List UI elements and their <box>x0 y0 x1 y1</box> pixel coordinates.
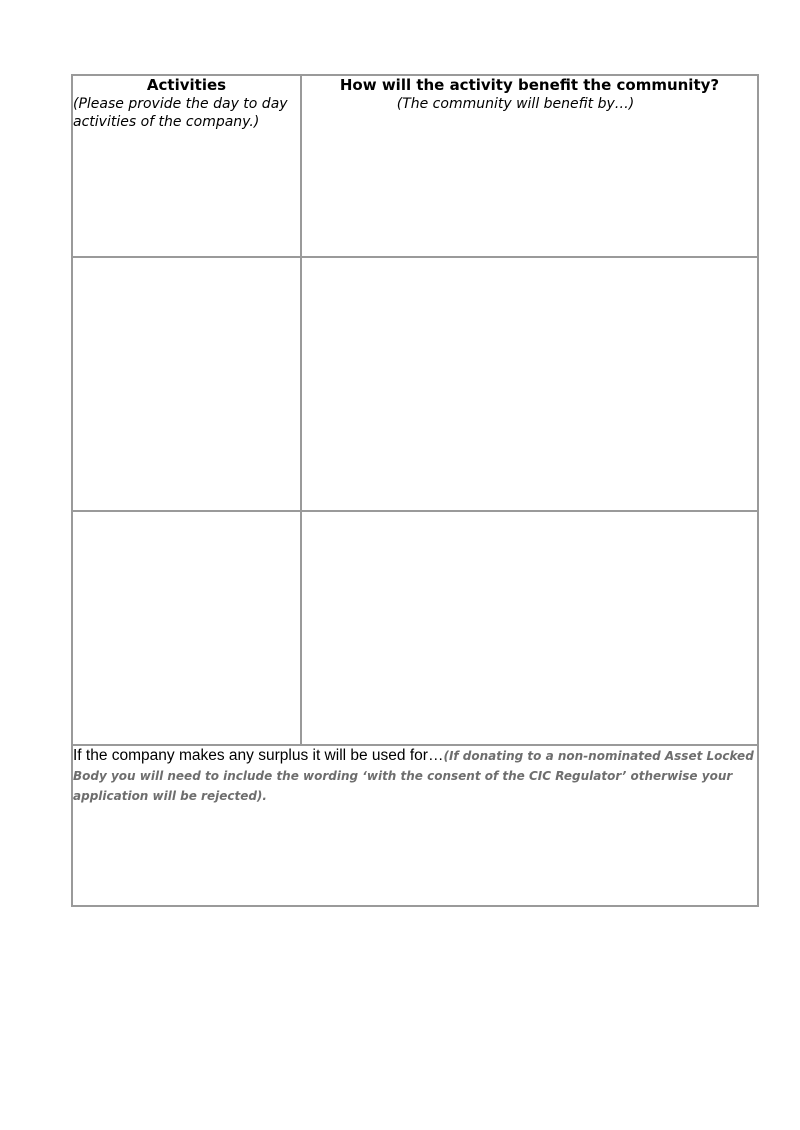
entry-row-2 <box>72 511 758 745</box>
activities-instruction: (Please provide the day to day activities of the company.) <box>73 96 288 130</box>
surplus-row <box>72 745 758 906</box>
surplus-input-cell[interactable] <box>72 745 758 906</box>
entry-row-1 <box>72 257 758 511</box>
benefit-input-cell-1[interactable] <box>301 257 758 511</box>
activities-form-table <box>71 74 759 907</box>
header-row <box>72 75 758 257</box>
surplus-statement <box>73 746 757 806</box>
activities-heading: Activities <box>146 76 227 94</box>
benefit-heading: How will the activity benefit the community? <box>339 76 720 94</box>
activities-header-cell <box>72 75 301 257</box>
benefit-instruction: (The community will benefit by…) <box>396 96 635 112</box>
activity-input-cell-1[interactable] <box>72 257 301 511</box>
surplus-instruction: (If donating to a non-nominated Asset Locked Body you will need to include the wording ‘with the consent of the CIC Regulator’ otherwise your application will be rejected). <box>73 749 754 803</box>
activity-input-cell-2[interactable] <box>72 511 301 745</box>
benefit-input-cell-2[interactable] <box>301 511 758 745</box>
benefit-header-cell <box>301 75 758 257</box>
surplus-lead: If the company makes any surplus it will be used for… <box>73 747 444 764</box>
